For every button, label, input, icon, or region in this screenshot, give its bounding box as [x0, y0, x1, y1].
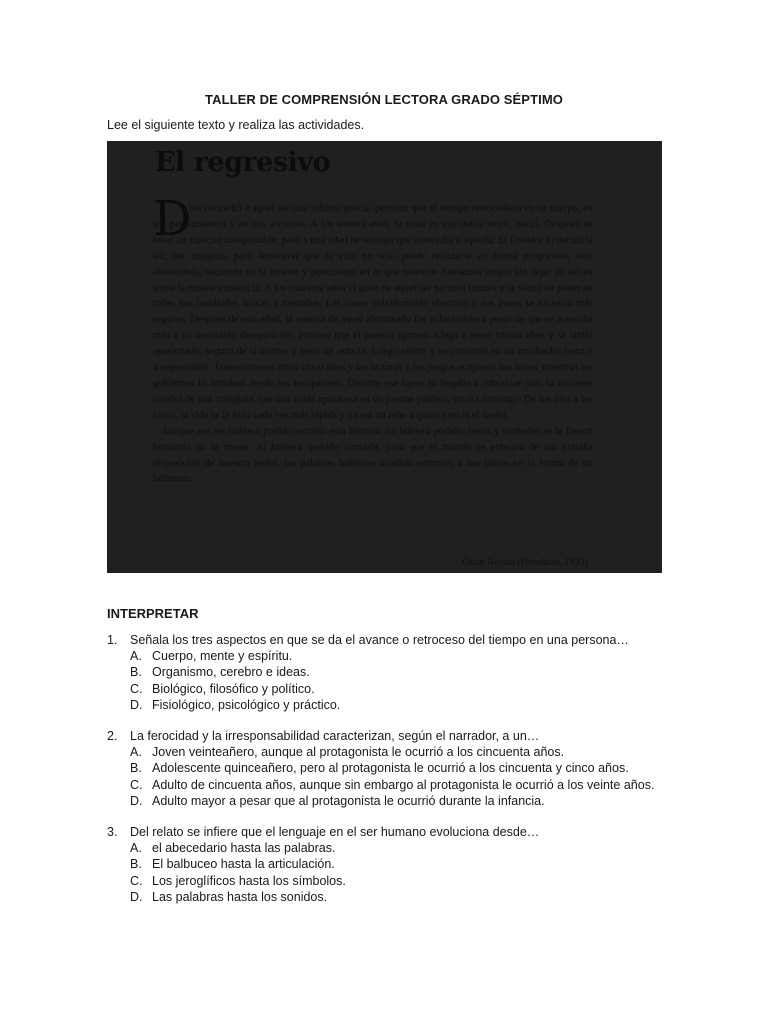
- section-heading: INTERPRETAR: [107, 606, 199, 621]
- option-c: [107, 777, 654, 793]
- option-letter: D.: [130, 793, 143, 808]
- option-b: [107, 760, 654, 776]
- option-text: el abecedario hasta las palabras.: [152, 841, 336, 856]
- option-b: [107, 856, 539, 872]
- option-a: [107, 648, 629, 664]
- page-title: TALLER DE COMPRENSIÓN LECTORA GRADO SÉPTIMO: [205, 92, 563, 107]
- option-letter: A.: [130, 649, 142, 664]
- option-letter: B.: [130, 761, 142, 776]
- question-text: Señala los tres aspectos en que se da el avance o retroceso del tiempo en una persona…: [130, 633, 629, 647]
- option-text: Fisiológico, psicológico y práctico.: [152, 697, 341, 712]
- question-stem: [107, 632, 629, 648]
- option-letter: A.: [130, 841, 142, 856]
- option-c: [107, 681, 629, 697]
- question-number: 1.: [107, 633, 118, 647]
- option-letter: D.: [130, 889, 143, 904]
- option-c: [107, 873, 539, 889]
- option-letter: A.: [130, 745, 142, 760]
- option-d: [107, 889, 539, 905]
- option-letter: C.: [130, 681, 143, 696]
- drop-cap: D: [153, 191, 192, 247]
- option-text: Adulto mayor a pesar que al protagonista le ocurrió durante la infancia.: [152, 793, 545, 808]
- option-d: [107, 793, 654, 809]
- option-letter: C.: [130, 777, 143, 792]
- option-text: Biológico, filosófico y político.: [152, 681, 315, 696]
- option-text: Los jeroglíficos hasta los símbolos.: [152, 873, 346, 888]
- option-letter: C.: [130, 873, 143, 888]
- question-text: Del relato se infiere que el lenguaje en el ser humano evoluciona desde…: [130, 825, 540, 839]
- option-text: Organismo, cerebro e ideas.: [152, 665, 310, 680]
- option-text: El balbuceo hasta la articulación.: [152, 857, 335, 872]
- question-3: [107, 824, 539, 905]
- option-text: Adolescente quinceañero, pero al protagonista le ocurrió a los cincuenta y cinco años.: [152, 761, 629, 776]
- question-stem: [107, 728, 654, 744]
- reading-text-image: [107, 141, 662, 573]
- reading-body: [153, 201, 593, 487]
- option-a: [107, 840, 539, 856]
- option-d: [107, 697, 629, 713]
- question-stem: [107, 824, 539, 840]
- option-a: [107, 744, 654, 760]
- option-text: Adulto de cincuenta años, aunque sin embargo al protagonista le ocurrió a los veinte años.: [152, 777, 655, 792]
- option-text: Cuerpo, mente y espíritu.: [152, 649, 293, 664]
- option-text: Las palabras hasta los sonidos.: [152, 889, 328, 904]
- option-letter: B.: [130, 665, 142, 680]
- option-b: [107, 664, 629, 680]
- question-text: La ferocidad y la irresponsabilidad caracterizan, según el narrador, a un…: [130, 729, 540, 743]
- question-2: [107, 728, 654, 809]
- question-number: 2.: [107, 729, 118, 743]
- reading-paragraph-1: ios concedió a aquel ser una infinita gracia: permitir que el tiempo retrocediera en su cuerpo, en sus pensamientos y en sus acciones. A los setenta años, la edad en que debía morir, nació. Después de tener un carácter insoportable, pasó a una edad de sosiego que antecedía a aquella. El Creador lo decidiría así, me imagino, para demostrar que la vida no sólo puede realizarse en forma progresiva, sino alterándola, naciendo en la muerte y pereciendo en lo que nosotros llamamos origen sin dejar de ser en suma la misma existencia. A los cuarenta años el gozo de aquel ser no tuvo límites y se sintió en poder de todas sus facultades físicas y mentales. Las canas volviéronsele obscuras y sus pasos se hicieron más seguros. Después de esta edad, la sonrisa de aquel afortunado fue aclarándose a pesar de que se acercaba más a su inevitable desaparición, proceso que él parecía ignorar. Llegó a tener treinta años y se sintió apasionado, seguro de sí mismo y lleno de astucia. Luego veinte y se convirtió en un muchacho feroz e irresponsable. Transcurrieron otros cinco años y las lecturas y los juegos ocuparon sus horas, mientras los gobiernos lo tentaban desde los escaparates. Durante ese lapso lo llegaba a ruborizar más la inocente sonrisa de una colegiala, que una caída aparatosa en un parque público, un día domingo. De los diez a los cinco, la vida se le hizo cada vez más rápida y ya era un niño a quien vencía el sueño.: [153, 203, 593, 421]
- option-letter: B.: [130, 857, 142, 872]
- question-number: 3.: [107, 825, 118, 839]
- option-letter: D.: [130, 697, 143, 712]
- option-text: Joven veinteañero, aunque al protagonista le ocurrió a los cincuenta años.: [152, 745, 565, 760]
- question-1: [107, 632, 629, 713]
- reading-title: El regresivo: [155, 147, 331, 178]
- instructions-text: Lee el siguiente texto y realiza las actividades.: [107, 118, 365, 132]
- reading-credit: Óscar Acosta (Honduras, 1933): [461, 557, 588, 568]
- reading-paragraph-2: Aunque ese ser hubiera podido escribir esta historia, no hubiera podido: letras y símbolos se le fueron borrando de la mente. Si hubiera querido contarla, para que el mundo se enterara de tan extraña disposición de nuestro Señor, las palabras hubieran acudido entonces a sus labios en la forma de un balbuceo.: [153, 425, 593, 485]
